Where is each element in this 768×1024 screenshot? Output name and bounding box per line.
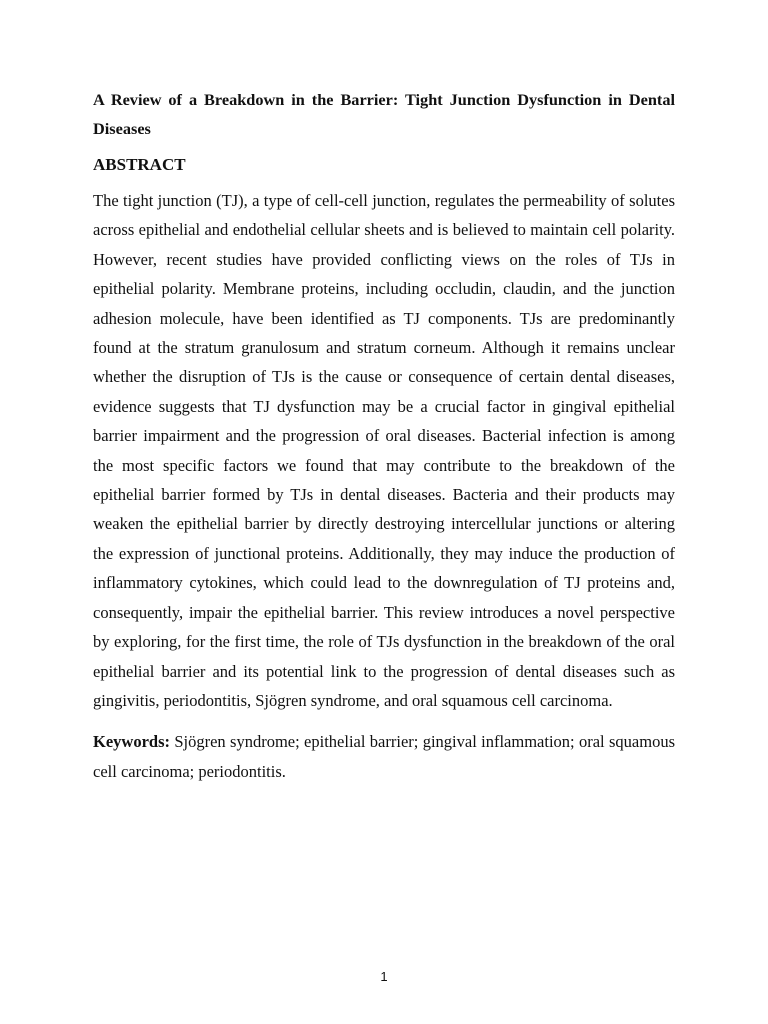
page-number: 1 [380,969,388,984]
abstract-body: The tight junction (TJ), a type of cell-cell junction, regulates the permeability of solutes across epithelial and endothelial cellular sheets and is believed to maintain cell polarity. However, recent studies have provided conflicting views on the roles of TJs in epithelial polarity. Membrane proteins, including occludin, claudin, and the junction adhesion molecule, have been identified as TJ components. TJs are predominantly found at the stratum granulosum and stratum corneum. Although it remains unclear whether the disruption of TJs is the cause or consequence of certain dental diseases, evidence suggests that TJ dysfunction may be a crucial factor in gingival epithelial barrier impairment and the progression of oral diseases. Bacterial infection is among the most specific factors we found that may contribute to the breakdown of the epithelial barrier formed by TJs in dental diseases. Bacteria and their products may weaken the epithelial barrier by directly destroying intercellular junctions or altering the expression of junctional proteins. Additionally, they may induce the production of inflammatory cytokines, which could lead to the downregulation of TJ proteins and, consequently, impair the epithelial barrier. This review introduces a novel perspective by exploring, for the first time, the role of TJs dysfunction in the breakdown of the oral epithelial barrier and its potential link to the progression of dental diseases such as gingivitis, periodontitis, Sjögren syndrome, and oral squamous cell carcinoma. [93,191,675,710]
abstract-heading: ABSTRACT [93,155,186,174]
page-content [93,85,675,786]
keywords-list: Sjögren syndrome; epithelial barrier; gingival inflammation; oral squamous cell carcinoma; periodontitis. [93,732,675,781]
keywords-label: Keywords: [93,732,170,752]
keywords-paragraph [93,727,675,786]
paper-title: A Review of a Breakdown in the Barrier: Tight Junction Dysfunction in Dental Diseases [93,90,675,138]
